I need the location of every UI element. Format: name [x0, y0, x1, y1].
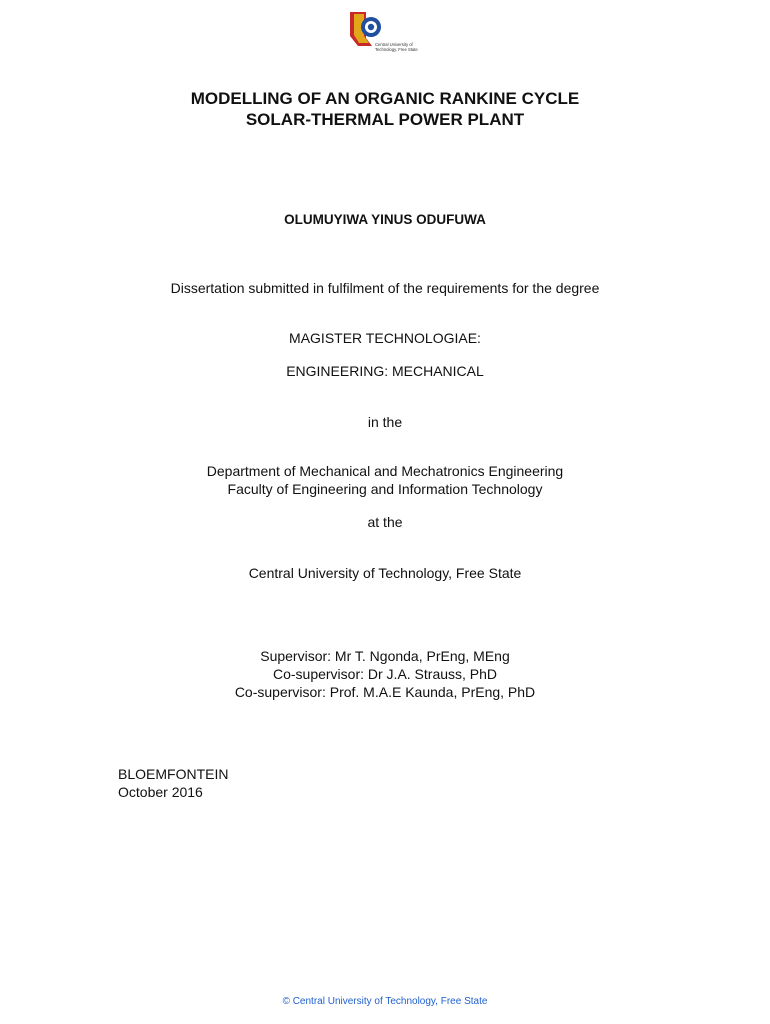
city: BLOEMFONTEIN	[118, 766, 229, 782]
supervisor: Supervisor: Mr T. Ngonda, PrEng, MEng	[260, 648, 510, 664]
degree-line-2: ENGINEERING: MECHANICAL	[286, 363, 484, 379]
co-supervisor-2: Co-supervisor: Prof. M.A.E Kaunda, PrEng, PhD	[234, 684, 536, 700]
title-line-2: SOLAR-THERMAL POWER PLANT	[245, 110, 525, 129]
svg-text:Central University of: Central University of	[375, 42, 413, 47]
in-the-text: in the	[367, 414, 403, 430]
faculty-name: Faculty of Engineering and Information Technology	[227, 481, 543, 497]
department-name: Department of Mechanical and Mechatronics Engineering	[206, 463, 564, 479]
author-name: OLUMUYIWA YINUS ODUFUWA	[284, 212, 486, 227]
at-the-text: at the	[367, 514, 403, 530]
submission-date: October 2016	[118, 784, 203, 800]
dissertation-title	[0, 88, 770, 130]
degree-line-1: MAGISTER TECHNOLOGIAE:	[289, 330, 481, 346]
place-date-block	[118, 765, 228, 801]
cut-logo-icon	[344, 10, 424, 54]
co-supervisor-1: Co-supervisor: Dr J.A. Strauss, PhD	[272, 666, 498, 682]
university-name: Central University of Technology, Free State	[248, 565, 522, 581]
supervisors-block	[0, 647, 770, 701]
svg-text:Technology, Free State: Technology, Free State	[375, 47, 418, 52]
university-logo	[344, 10, 424, 54]
title-line-1: MODELLING OF AN ORGANIC RANKINE CYCLE	[190, 89, 580, 108]
copyright-footer: © Central University of Technology, Free State	[282, 996, 488, 1007]
submission-statement: Dissertation submitted in fulfilment of the requirements for the degree	[170, 280, 600, 296]
